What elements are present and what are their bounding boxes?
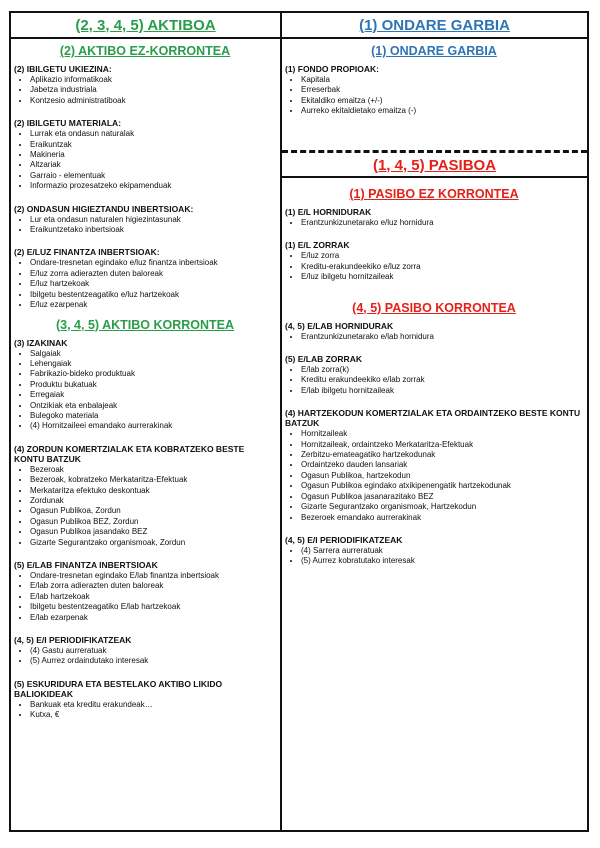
list-item: • (5) Aurrez kobratutako interesak: [301, 556, 583, 566]
list-item: • (4) Gastu aurreratuak: [30, 646, 276, 656]
list-item: • Kutxa, €: [30, 710, 276, 720]
section-list: [285, 546, 583, 567]
section-list: [14, 75, 276, 106]
section-list: [285, 429, 583, 523]
list-item: • E/luz zorra adierazten duten baloreak: [30, 269, 276, 279]
section-list: [14, 700, 276, 721]
list-item: • E/lab ibilgetu hornitzaileak: [301, 386, 583, 396]
list-item: • Hornitzaileak: [301, 429, 583, 439]
list-item: • Bezeroak, kobratzeko Merkataritza-Efektuak: [30, 475, 276, 485]
section-title: (1) FONDO PROPIOAK:: [285, 64, 379, 74]
pasibo-korrontea-sections: [285, 321, 583, 567]
list-item: • Bankuak eta kreditu erakundeak…: [30, 700, 276, 710]
section-list: [285, 365, 583, 396]
list-item: • Ogasun Publikoa egindako atxikipenengatik hartzekodunak: [301, 481, 583, 491]
section-title: (5) E/LAB FINANTZA INBERTSIOAK: [14, 560, 158, 570]
list-item: • Ontzikiak eta enbalajeak: [30, 401, 276, 411]
list-item: • Ibilgetu bestentzeagatiko e/luz hartzekoak: [30, 290, 276, 300]
section-list: [14, 129, 276, 191]
list-item: • (4) Sarrera aurreratuak: [301, 546, 583, 556]
list-item: • E/lab hartzekoak: [30, 592, 276, 602]
list-item: • Eraikuntzetako inbertsioak: [30, 225, 276, 235]
list-item: • (5) Aurrez ordaindutako interesak: [30, 656, 276, 666]
section-list: [285, 332, 583, 342]
list-item: • E/luz ezarpenak: [30, 300, 276, 310]
list-item: • Informazio prozesatzeko ekipamenduak: [30, 181, 276, 191]
list-item: • Ogasun Publikoa, hartzekodun: [301, 471, 583, 481]
list-item: • Ondare-tresnetan egindako e/luz finantza inbertsioak: [30, 258, 276, 268]
list-item: • Bulegoko materiala: [30, 411, 276, 421]
dashed-divider: [282, 150, 587, 153]
aktibo-ez-korrontea-sections: [14, 64, 276, 311]
list-item: • Aplikazio informatikoak: [30, 75, 276, 85]
aktiboa-header: (2, 3, 4, 5) AKTIBOA: [11, 13, 280, 39]
list-item: • Ondare-tresnetan egindako E/lab finantza inbertsioak: [30, 571, 276, 581]
section-title: (4, 5) E/I PERIODIFIKATZEAK: [14, 635, 132, 646]
list-item: • Erantzunkizunetarako e/lab hornidura: [301, 332, 583, 342]
list-item: • Jabetza industriala: [30, 85, 276, 95]
ondare-garbia-title: (1) ONDARE GARBIA: [371, 44, 497, 58]
list-item: • (4) Hornitzaileei emandako aurrerakinak: [30, 421, 276, 431]
section-list: [14, 215, 276, 236]
list-item: • Ogasun Publikoa jasanarazitako BEZ: [301, 492, 583, 502]
list-item: • Hornitzaileak, ordaintzeko Merkataritza-Efektuak: [301, 440, 583, 450]
aktiboa-column: [11, 13, 282, 830]
aktibo-korrontea-sections: [14, 338, 276, 721]
section-list: [14, 465, 276, 548]
section-list: [285, 218, 583, 228]
list-item: • E/luz hartzekoak: [30, 279, 276, 289]
list-item: • E/luz ibilgetu hornitzaileak: [301, 272, 583, 282]
section-title: (2) ONDASUN HIGIEZTANDU INBERTSIOAK:: [14, 203, 194, 214]
section-title: (2) IBILGETU UKIEZINA:: [14, 64, 112, 74]
section-list: [285, 75, 583, 117]
section-list: [14, 258, 276, 310]
section-title: (1) E/L ZORRAK: [285, 240, 350, 251]
list-item: • Zerbitzu-emateagatiko hartzekodunak: [301, 450, 583, 460]
list-item: • Ekitaldiko emaitza (+/-): [301, 96, 583, 106]
list-item: • Kreditu erakundeekiko e/lab zorrak: [301, 375, 583, 385]
pasibo-korrontea-title: (4, 5) PASIBO KORRONTEA: [352, 300, 516, 315]
section-title: (4, 5) E/I PERIODIFIKATZEAK: [285, 534, 403, 545]
list-item: • Salgaiak: [30, 349, 276, 359]
section-list: [285, 251, 583, 282]
list-item: • Erantzunkizunetarako e/luz hornidura: [301, 218, 583, 228]
aktibo-korrontea-title: (3, 4, 5) AKTIBO KORRONTEA: [55, 317, 235, 332]
list-item: • Ogasun Publikoa jasandako BEZ: [30, 527, 276, 537]
list-item: • Bezeroak: [30, 465, 276, 475]
list-item: • Kapitala: [301, 75, 583, 85]
list-item: • Zordunak: [30, 496, 276, 506]
section-list: [14, 646, 276, 667]
list-item: • Fabrikazio-bideko produktuak: [30, 369, 276, 379]
section-title: (4) HARTZEKODUN KOMERTZIALAK ETA ORDAINTZEKO BESTE KONTU BATZUK: [285, 408, 581, 429]
list-item: • Erregaiak: [30, 390, 276, 400]
list-item: • Ibilgetu bestentzeagatiko E/lab hartzekoak: [30, 602, 276, 612]
list-item: • E/lab zorra adierazten duten baloreak: [30, 581, 276, 591]
section-title: (5) ESKURIDURA ETA BESTELAKO AKTIBO LIKIDO BALIOKIDEAK: [14, 678, 223, 699]
list-item: • Garraio - elementuak: [30, 171, 276, 181]
pasibo-ez-korrontea-title: (1) PASIBO EZ KORRONTEA: [349, 187, 519, 201]
section-title: (4) ZORDUN KOMERTZIALAK ETA KOBRATZEKO BESTE KONTU BATZUK: [14, 443, 245, 464]
pasibo-ez-korrontea-sections: [285, 207, 583, 283]
list-item: • E/luz zorra: [301, 251, 583, 261]
list-item: • Erreserbak: [301, 85, 583, 95]
section-title: (5) E/LAB ZORRAK: [285, 354, 362, 365]
pasiboa-header: (1, 4, 5) PASIBOA: [282, 154, 587, 178]
list-item: • Merkataritza efektuko deskontuak: [30, 486, 276, 496]
list-item: • Makineria: [30, 150, 276, 160]
list-item: • Gizarte Segurantzako organismoak, Zordun: [30, 538, 276, 548]
list-item: • Lur eta ondasun naturalen higiezintasunak: [30, 215, 276, 225]
section-list: [14, 349, 276, 432]
list-item: • E/lab zorra(k): [301, 365, 583, 375]
section-title: (4, 5) E/LAB HORNIDURAK: [285, 320, 394, 331]
list-item: • Kreditu-erakundeekiko e/luz zorra: [301, 262, 583, 272]
list-item: • Eraikuntzak: [30, 140, 276, 150]
balance-sheet-frame: [9, 11, 589, 832]
list-item: • Altzariak: [30, 160, 276, 170]
list-item: • Produktu bukatuak: [30, 380, 276, 390]
section-list: [14, 571, 276, 623]
section-title: (1) E/L HORNIDURAK: [285, 207, 372, 217]
ondare-pasiboa-column: [282, 13, 587, 830]
list-item: • Ordaintzeko dauden lansariak: [301, 460, 583, 470]
list-item: • Aurreko ekitaldietako emaitza (-): [301, 106, 583, 116]
ondare-garbia-sections: [285, 64, 583, 117]
list-item: • Ogasun Publikoa, Zordun: [30, 506, 276, 516]
list-item: • Kontzesio administratiboak: [30, 96, 276, 106]
ondare-garbia-header: (1) ONDARE GARBIA: [282, 13, 587, 39]
list-item: • Bezeroek emandako aurrerakinak: [301, 513, 583, 523]
list-item: • Lehengaiak: [30, 359, 276, 369]
section-title: (2) IBILGETU MATERIALA:: [14, 118, 122, 129]
section-title: (2) E/LUZ FINANTZA INBERTSIOAK:: [14, 247, 160, 258]
list-item: • Gizarte Segurantzako organismoak, Hartzekodun: [301, 502, 583, 512]
list-item: • Lurrak eta ondasun naturalak: [30, 129, 276, 139]
list-item: • Ogasun Publikoa BEZ, Zordun: [30, 517, 276, 527]
list-item: • E/lab ezarpenak: [30, 613, 276, 623]
section-title: (3) IZAKINAK: [14, 337, 68, 348]
aktibo-ez-korrontea-title: (2) AKTIBO EZ-KORRONTEA: [59, 44, 231, 58]
